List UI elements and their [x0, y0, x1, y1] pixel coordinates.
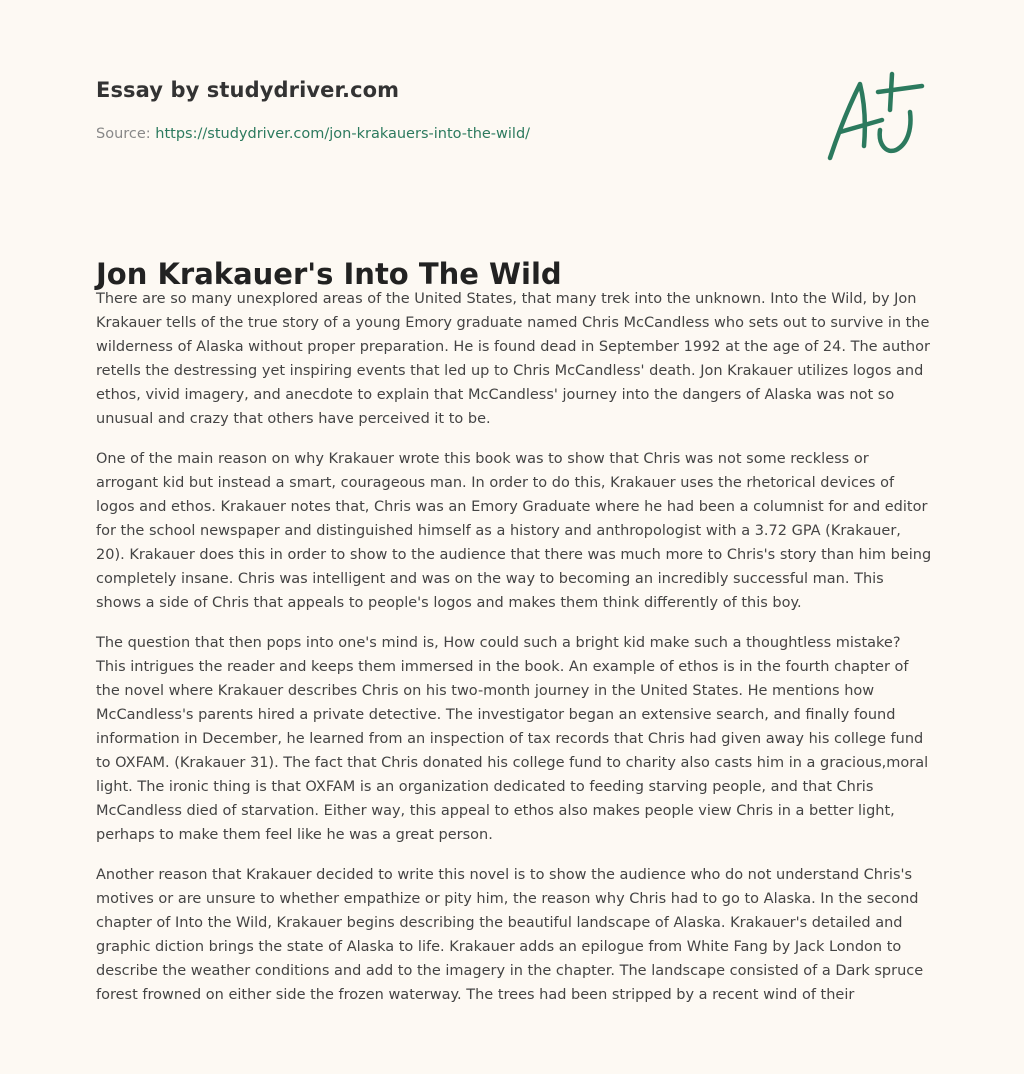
page-header [96, 76, 736, 144]
essay-paragraph: The question that then pops into one's mind is, How could such a bright kid make such a thoughtless mistake? This intrigues the reader and keeps them immersed in the book. An example of ethos is in the fourth chapter of the novel where Krakauer describes Chris on his two-month journey in the United States. He mentions how McCandless's parents hired a private detective. The investigator began an extensive search, and finally found information in December, he learned from an inspection of tax records that Chris had given away his college fund to OXFAM. (Krakauer 31). The fact that Chris donated his college fund to charity also casts him in a gracious,moral light. The ironic thing is that OXFAM is an organization dedicated to feeding starving people, and that Chris McCandless died of starvation. Either way, this appeal to ethos also makes people view Chris in a better light, perhaps to make them feel like he was a great person. [96, 635, 929, 843]
a-plus-logo-icon [820, 66, 928, 166]
essay-title: Jon Krakauer's Into The Wild [96, 257, 562, 291]
essay-paragraph: There are so many unexplored areas of the United States, that many trek into the unknown. Into the Wild, by Jon Krakauer tells of the true story of a young Emory graduate named Chris McCandless who sets out to survive in the wilderness of Alaska without proper preparation. He is found dead in September 1992 at the age of 24. The author retells the destressing yet inspiring events that led up to Chris McCandless' death. Jon Krakauer utilizes logos and ethos, vivid imagery, and anecdote to explain that McCandless' journey into the dangers of Alaska was not so unusual and crazy that others have perceived it to be. [96, 291, 930, 427]
source-line [96, 124, 736, 144]
essay-paragraph: Another reason that Krakauer decided to write this novel is to show the audience who do not understand Chris's motives or are unsure to whether empathize or pity him, the reason why Chris had to go to Alaska. In the second chapter of Into the Wild, Krakauer begins describing the beautiful landscape of Alaska. Krakauer's detailed and graphic diction brings the state of Alaska to life. Krakauer adds an epilogue from White Fang by Jack London to describe the weather conditions and add to the imagery in the chapter. The landscape consisted of a Dark spruce forest frowned on either side the frozen waterway. The trees had been stripped by a recent wind of their [96, 867, 924, 1003]
site-brand: Essay by studydriver.com [96, 78, 400, 102]
source-link[interactable]: https://studydriver.com/jon-krakauers-into-the-wild/ [155, 126, 531, 142]
source-label: Source: [96, 126, 151, 142]
essay-body [96, 287, 932, 1023]
essay-paragraph: One of the main reason on why Krakauer wrote this book was to show that Chris was not some reckless or arrogant kid but instead a smart, courageous man. In order to do this, Krakauer uses the rhetorical devices of logos and ethos. Krakauer notes that, Chris was an Emory Graduate where he had been a columnist for and editor for the school newspaper and distinguished himself as a history and anthropologist with a 3.72 GPA (Krakauer, 20). Krakauer does this in order to show to the audience that there was much more to Chris's story than him being completely insane. Chris was intelligent and was on the way to becoming an incredibly successful man. This shows a side of Chris that appeals to people's logos and makes them think differently of this boy. [96, 451, 932, 611]
